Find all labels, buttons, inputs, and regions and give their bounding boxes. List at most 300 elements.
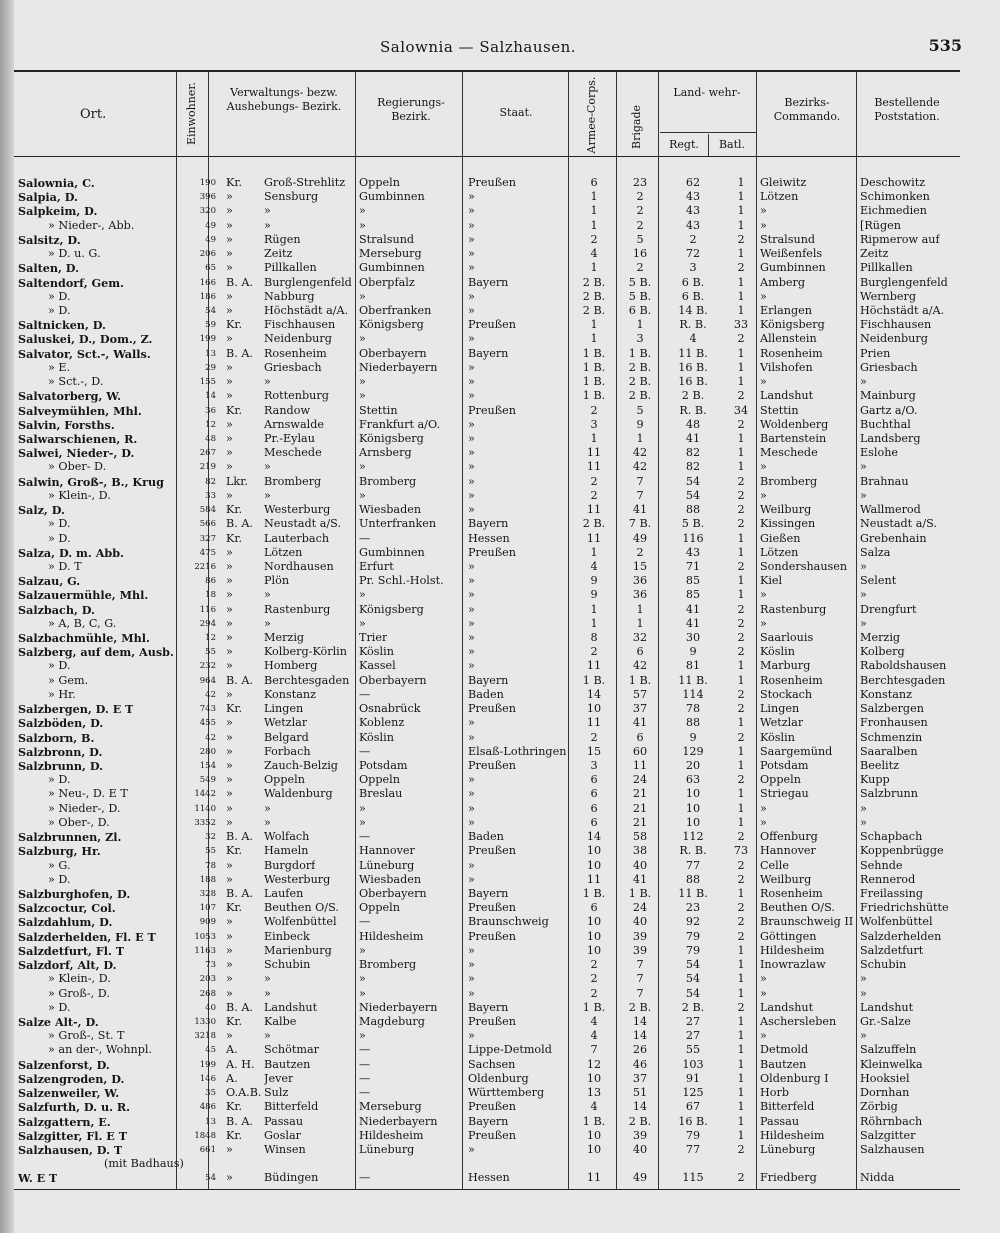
verwaltung-cell: Wolfenbüttel — [264, 915, 337, 929]
bezirks-cell: Stettin — [760, 403, 799, 417]
regt-cell: 11 B. — [678, 887, 708, 900]
table-row — [14, 745, 960, 759]
regierung-cell: Niederbayern — [359, 1114, 438, 1128]
post-cell: Mainburg — [860, 389, 916, 403]
bezirks-cell: Königsberg — [760, 318, 825, 332]
brigade-cell: 6 — [636, 730, 644, 744]
batl-cell: 1 — [737, 588, 745, 602]
bezirks-cell: Celle — [760, 858, 789, 872]
bezirk-type-cell: » — [226, 389, 233, 403]
ort-cell: Salzburghofen, D. — [18, 887, 131, 901]
regierung-cell: » — [359, 588, 366, 602]
brigade-cell: 37 — [632, 1071, 648, 1085]
ort-cell: » D. — [48, 773, 71, 787]
verwaltung-cell: Oppeln — [264, 773, 305, 787]
brigade-cell: 2 B. — [628, 360, 652, 374]
staat-cell: » — [468, 360, 475, 374]
regt-cell: 9 — [689, 730, 697, 744]
einwohner-cell: 188 — [199, 874, 216, 885]
staat-cell: » — [468, 645, 475, 659]
brigade-cell: 3 — [636, 332, 644, 346]
post-cell: » — [860, 986, 867, 1000]
bezirk-type-cell: Kr. — [226, 1100, 243, 1114]
table-row — [14, 617, 960, 631]
post-cell: Salzhausen — [860, 1142, 925, 1156]
verwaltung-cell: Goslar — [264, 1128, 302, 1142]
einwohner-cell: 73 — [205, 960, 216, 971]
regt-cell: 10 — [685, 815, 701, 829]
table-row — [14, 375, 960, 389]
post-cell: Drengfurt — [860, 602, 917, 616]
verwaltung-cell: Marienburg — [264, 943, 332, 957]
table-row — [14, 674, 960, 688]
table-row — [14, 247, 960, 261]
post-cell: Fronhausen — [860, 716, 928, 730]
staat-cell: » — [468, 446, 475, 460]
armee-cell: 10 — [586, 915, 602, 929]
post-cell: Freilassing — [860, 887, 923, 900]
staat-cell: » — [468, 431, 475, 445]
bezirks-cell: Erlangen — [760, 303, 812, 317]
einwohner-cell: 12 — [205, 419, 216, 430]
staat-cell: Bayern — [468, 275, 509, 289]
verwaltung-cell: » — [264, 375, 271, 389]
einwohner-cell: 549 — [199, 775, 216, 786]
bezirk-type-cell: Kr. — [226, 176, 243, 189]
table-row — [14, 361, 960, 375]
staat-cell: Preußen — [468, 844, 517, 858]
armee-cell: 11 — [586, 659, 602, 673]
armee-cell: 4 — [590, 1029, 598, 1043]
staat-cell: » — [468, 616, 475, 630]
einwohner-cell: 54 — [205, 305, 216, 316]
page-gutter — [0, 0, 14, 1233]
brigade-cell: 7 — [636, 986, 644, 1000]
post-cell: Schapbach — [860, 830, 923, 844]
table-rule-bottom — [14, 1189, 960, 1190]
ort-cell: Salzburg, Hr. — [18, 844, 101, 859]
bezirk-type-cell: » — [226, 645, 233, 659]
batl-cell: 1 — [737, 545, 745, 559]
bezirk-type-cell: Lkr. — [226, 474, 248, 488]
armee-cell: 1 B. — [582, 346, 606, 360]
ort-cell: Salzbachmühle, Mhl. — [18, 631, 150, 646]
regierung-cell: Merseburg — [359, 247, 422, 261]
bezirk-type-cell: » — [226, 431, 233, 445]
staat-cell: » — [468, 659, 475, 673]
table-row — [14, 987, 960, 1001]
regt-cell: 78 — [685, 702, 701, 716]
regierung-cell: — — [359, 915, 371, 929]
verwaltung-cell: Bitterfeld — [264, 1100, 319, 1114]
colhead-bezirks: Bezirks- Commando. — [773, 96, 841, 123]
bezirks-cell: » — [760, 204, 767, 218]
bezirks-cell: Gleiwitz — [760, 176, 807, 189]
batl-cell: 2 — [737, 488, 745, 502]
bezirks-cell: Beuthen O/S. — [760, 901, 835, 915]
einwohner-cell: 48 — [205, 433, 216, 444]
ort-cell: Salpia, D. — [18, 190, 78, 205]
colhead-regt: Regt. — [669, 138, 699, 151]
regt-cell: 81 — [685, 659, 701, 673]
verwaltung-cell: » — [264, 588, 271, 602]
regierung-cell: Breslau — [359, 787, 403, 801]
table-row — [14, 389, 960, 403]
bezirks-cell: Amberg — [760, 275, 805, 289]
post-cell: Röhrnbach — [860, 1114, 923, 1128]
verwaltung-cell: Randow — [264, 403, 311, 417]
brigade-cell: 41 — [632, 872, 648, 886]
batl-cell: 1 — [737, 1128, 745, 1142]
regt-cell: 63 — [685, 773, 701, 787]
batl-cell: 1 — [737, 190, 745, 204]
table-row — [14, 261, 960, 275]
batl-cell: 2 — [737, 417, 745, 431]
regt-cell: 41 — [685, 616, 701, 630]
batl-cell: 2 — [737, 858, 745, 872]
regierung-cell: Oberbayern — [359, 887, 427, 900]
post-cell: Gr.-Salze — [860, 1014, 911, 1028]
ort-cell: » Ober- D. — [48, 460, 107, 474]
ort-cell: Salvatorberg, W. — [18, 389, 122, 404]
table-row — [14, 901, 960, 915]
table-row — [14, 603, 960, 617]
verwaltung-cell: Kolberg-Körlin — [264, 645, 347, 659]
einwohner-cell: 86 — [205, 576, 216, 587]
ort-cell: » Sct.-, D. — [48, 375, 104, 389]
ort-cell: Salza, D. m. Abb. — [18, 545, 124, 560]
ort-cell: Salzenforst, D. — [18, 1057, 110, 1072]
einwohner-cell: 166 — [199, 277, 216, 288]
table-row — [14, 318, 960, 332]
staat-cell: » — [468, 986, 475, 1000]
armee-cell: 2 — [590, 730, 598, 744]
table-row — [14, 233, 960, 247]
staat-cell: Baden — [468, 687, 504, 701]
ort-cell: Salzderhelden, Fl. E T — [18, 929, 156, 944]
brigade-cell: 2 — [636, 218, 644, 232]
post-cell: Koppenbrügge — [860, 844, 944, 858]
einwohner-cell: 1442 — [194, 789, 216, 800]
bezirks-cell: Oppeln — [760, 773, 801, 787]
einwohner-cell: 396 — [199, 192, 216, 203]
post-cell: Kleinwelka — [860, 1057, 923, 1071]
bezirks-cell: Hildesheim — [760, 1128, 825, 1142]
einwohner-cell: 232 — [199, 661, 216, 672]
armee-cell: 10 — [586, 702, 602, 716]
ort-cell: Salzbergen, D. E T — [18, 702, 134, 717]
verwaltung-cell: Schubin — [264, 958, 311, 972]
regt-cell: 103 — [682, 1057, 704, 1071]
regierung-cell: Trier — [359, 631, 388, 645]
ort-cell: Salwarschienen, R. — [18, 431, 138, 446]
regierung-cell: Gumbinnen — [359, 545, 425, 559]
regierung-cell: » — [359, 815, 366, 829]
ort-cell: Salzdetfurt, Fl. T — [18, 943, 125, 958]
ort-cell: » an der-, Wohnpl. — [48, 1043, 153, 1057]
bezirks-cell: Weißenfels — [760, 247, 823, 261]
bezirk-type-cell: B. A. — [226, 1114, 253, 1128]
bezirks-cell: Friedberg — [760, 1171, 817, 1185]
regierung-cell: Niederbayern — [359, 360, 438, 374]
regierung-cell: Oppeln — [359, 901, 400, 915]
colhead-ort: Ort. — [80, 107, 107, 122]
table-row — [14, 1058, 960, 1072]
post-cell: » — [860, 488, 867, 502]
post-cell: Schimonken — [860, 190, 930, 204]
batl-cell: 2 — [737, 702, 745, 716]
batl-cell: 1 — [737, 1029, 745, 1043]
ort-cell: Salzbrunnen, Zl. — [18, 830, 122, 845]
brigade-cell: 40 — [632, 858, 648, 872]
bezirks-cell: Rosenheim — [760, 673, 823, 687]
regierung-cell: » — [359, 389, 366, 403]
brigade-cell: 11 — [632, 759, 648, 773]
bezirks-cell: Allenstein — [760, 332, 817, 346]
post-cell: Kolberg — [860, 645, 905, 659]
table-row — [14, 418, 960, 432]
verwaltung-cell: Sulz — [264, 1086, 289, 1100]
brigade-cell: 7 — [636, 488, 644, 502]
brigade-cell: 1 — [636, 318, 644, 332]
regt-cell: 2 — [689, 232, 697, 246]
einwohner-cell: 909 — [199, 917, 216, 928]
batl-cell: 2 — [737, 232, 745, 246]
einwohner-cell: 42 — [205, 732, 216, 743]
brigade-cell: 1 — [636, 616, 644, 630]
regt-cell: R. B. — [679, 318, 707, 332]
batl-cell: 1 — [737, 716, 745, 730]
armee-cell: 10 — [586, 1128, 602, 1142]
regt-cell: 10 — [685, 801, 701, 815]
table-row — [14, 532, 960, 546]
colhead-armee: Armee-Corps. — [585, 76, 598, 154]
regt-cell: 11 B. — [678, 346, 708, 360]
batl-cell: 2 — [737, 730, 745, 744]
bezirk-type-cell: Kr. — [226, 1128, 243, 1142]
verwaltung-cell: Waldenburg — [264, 787, 333, 801]
armee-cell: 10 — [586, 943, 602, 957]
staat-cell: » — [468, 190, 475, 204]
bezirks-cell: Kiel — [760, 574, 783, 588]
brigade-cell: 1 B. — [628, 673, 652, 687]
regierung-cell: » — [359, 616, 366, 630]
ort-cell: » D. — [48, 517, 71, 531]
verwaltung-cell: Groß-Strehlitz — [264, 176, 346, 189]
einwohner-cell: 42 — [205, 689, 216, 700]
post-cell: Eslohe — [860, 446, 899, 460]
batl-cell: 1 — [737, 1086, 745, 1100]
regt-cell: 88 — [685, 503, 701, 517]
bezirks-cell: Inowrazlaw — [760, 958, 826, 972]
brigade-cell: 42 — [632, 460, 648, 474]
einwohner-cell: 186 — [199, 291, 216, 302]
einwohner-cell: 13 — [205, 348, 216, 359]
ort-cell: Salveymühlen, Mhl. — [18, 403, 142, 418]
regierung-cell: Hildesheim — [359, 1128, 424, 1142]
bezirks-cell: Stockach — [760, 687, 813, 701]
einwohner-cell: 55 — [205, 846, 216, 857]
post-cell: Zörbig — [860, 1100, 898, 1114]
armee-cell: 1 B. — [582, 673, 606, 687]
bezirk-type-cell: » — [226, 1171, 233, 1185]
ort-cell: Salzdahlum, D. — [18, 915, 113, 930]
post-cell: Neidenburg — [860, 332, 928, 346]
regierung-cell: Potsdam — [359, 759, 408, 773]
regierung-cell: Oppeln — [359, 176, 400, 189]
bezirks-cell: Marburg — [760, 659, 811, 673]
armee-cell: 3 — [590, 759, 598, 773]
post-cell: » — [860, 972, 867, 986]
regierung-cell: » — [359, 375, 366, 389]
ort-cell: » Klein-, D. — [48, 488, 111, 502]
einwohner-cell: 54 — [205, 1173, 216, 1184]
staat-cell: Elsaß-Lothringen — [468, 744, 567, 758]
post-cell: Raboldshausen — [860, 659, 947, 673]
table-row — [14, 1129, 960, 1143]
post-cell: Landshut — [860, 1000, 914, 1014]
post-cell: » — [860, 375, 867, 389]
einwohner-cell: 45 — [205, 1045, 216, 1056]
regt-cell: 88 — [685, 716, 701, 730]
post-cell: Grebenhain — [860, 531, 927, 545]
armee-cell: 14 — [586, 687, 602, 701]
bezirk-type-cell: Kr. — [226, 503, 243, 517]
regierung-cell: — — [359, 744, 371, 758]
bezirks-cell: » — [760, 616, 767, 630]
bezirks-cell: Stralsund — [760, 232, 816, 246]
bezirks-cell: Braunschweig II — [760, 915, 854, 929]
batl-cell: 1 — [737, 375, 745, 389]
post-cell: Neustadt a/S. — [860, 517, 937, 531]
batl-cell: 1 — [737, 1071, 745, 1085]
regierung-cell: Bromberg — [359, 958, 417, 972]
post-cell: » — [860, 616, 867, 630]
verwaltung-cell: » — [264, 815, 271, 829]
bezirk-type-cell: Kr. — [226, 901, 243, 915]
regt-cell: R. B. — [679, 403, 707, 417]
bezirks-cell: Gießen — [760, 531, 801, 545]
staat-cell: » — [468, 488, 475, 502]
brigade-cell: 14 — [632, 1014, 648, 1028]
regierung-cell: Kassel — [359, 659, 396, 673]
brigade-cell: 1 B. — [628, 887, 652, 900]
regierung-cell: Köslin — [359, 645, 394, 659]
bezirks-cell: » — [760, 460, 767, 474]
regierung-cell: Oberpfalz — [359, 275, 415, 289]
regierung-cell: » — [359, 1029, 366, 1043]
armee-cell: 6 — [590, 801, 598, 815]
batl-cell: 1 — [737, 1014, 745, 1028]
einwohner-cell: 82 — [205, 476, 216, 487]
einwohner-cell: 32 — [205, 832, 216, 843]
brigade-cell: 24 — [632, 901, 648, 915]
ort-cell: » Nieder-, D. — [48, 801, 121, 815]
bezirk-type-cell: B. A. — [226, 517, 253, 531]
regt-cell: 54 — [685, 958, 701, 972]
post-cell: Beelitz — [860, 759, 900, 773]
ort-cell: Salzau, G. — [18, 574, 81, 589]
regierung-cell: Gumbinnen — [359, 190, 425, 204]
post-cell: Selent — [860, 574, 897, 588]
einwohner-cell: 1848 — [194, 1130, 216, 1141]
bezirk-type-cell: » — [226, 687, 233, 701]
bezirk-type-cell: » — [226, 574, 233, 588]
bezirk-type-cell: Kr. — [226, 531, 243, 545]
einwohner-cell: 3218 — [194, 1031, 216, 1042]
armee-cell: 6 — [590, 815, 598, 829]
regt-cell: 82 — [685, 446, 701, 460]
staat-cell: » — [468, 574, 475, 588]
brigade-cell: 39 — [632, 1128, 648, 1142]
post-cell: Berchtesgaden — [860, 673, 946, 687]
bezirk-type-cell: » — [226, 730, 233, 744]
armee-cell: 11 — [586, 531, 602, 545]
bezirks-cell: Göttingen — [760, 929, 817, 943]
bezirk-type-cell: B. A. — [226, 1000, 253, 1014]
staat-cell: Preußen — [468, 759, 517, 773]
bezirk-type-cell: » — [226, 616, 233, 630]
verwaltung-cell: Bautzen — [264, 1057, 311, 1071]
armee-cell: 1 — [590, 204, 598, 218]
einwohner-cell: 36 — [205, 405, 216, 416]
regierung-cell: — — [359, 1086, 371, 1100]
post-cell: Griesbach — [860, 360, 918, 374]
brigade-cell: 2 B. — [628, 1114, 652, 1128]
bezirks-cell: Lötzen — [760, 545, 799, 559]
ort-cell: (mit Badhaus) — [104, 1157, 184, 1171]
table-row — [14, 930, 960, 944]
bezirk-type-cell: » — [226, 1029, 233, 1043]
table-row — [14, 688, 960, 702]
regt-cell: 114 — [682, 687, 704, 701]
post-cell: Wolfenbüttel — [860, 915, 933, 929]
table-row — [14, 659, 960, 673]
armee-cell: 11 — [586, 1171, 602, 1185]
batl-cell: 2 — [737, 1171, 745, 1185]
verwaltung-cell: Rottenburg — [264, 389, 329, 403]
armee-cell: 8 — [590, 631, 598, 645]
staat-cell: Bayern — [468, 346, 509, 360]
table-row — [14, 489, 960, 503]
bezirk-type-cell: Kr. — [226, 844, 243, 858]
einwohner-cell: 12 — [205, 633, 216, 644]
bezirk-type-cell: O.A.B. — [226, 1086, 262, 1100]
verwaltung-cell: » — [264, 218, 271, 232]
verwaltung-cell: Jever — [264, 1071, 294, 1085]
bezirk-type-cell: » — [226, 716, 233, 730]
table-row — [14, 190, 960, 204]
batl-cell: 1 — [737, 673, 745, 687]
staat-cell: » — [468, 1142, 475, 1156]
table-row — [14, 446, 960, 460]
batl-cell: 2 — [737, 773, 745, 787]
bezirk-type-cell: » — [226, 204, 233, 218]
table-row — [14, 702, 960, 716]
brigade-cell: 21 — [632, 801, 648, 815]
bezirk-type-cell: B. A. — [226, 830, 253, 844]
ort-cell: Salzberg, auf dem, Ausb. — [18, 645, 174, 660]
bezirk-type-cell: » — [226, 1142, 233, 1156]
post-cell: Ripmerow auf — [860, 232, 940, 246]
table-row — [14, 844, 960, 858]
table-row — [14, 204, 960, 218]
brigade-cell: 16 — [632, 247, 648, 261]
einwohner-cell: 199 — [199, 1059, 216, 1070]
verwaltung-cell: Westerburg — [264, 872, 331, 886]
post-cell: Burglengenfeld — [860, 275, 948, 289]
einwohner-cell: 3352 — [194, 817, 216, 828]
